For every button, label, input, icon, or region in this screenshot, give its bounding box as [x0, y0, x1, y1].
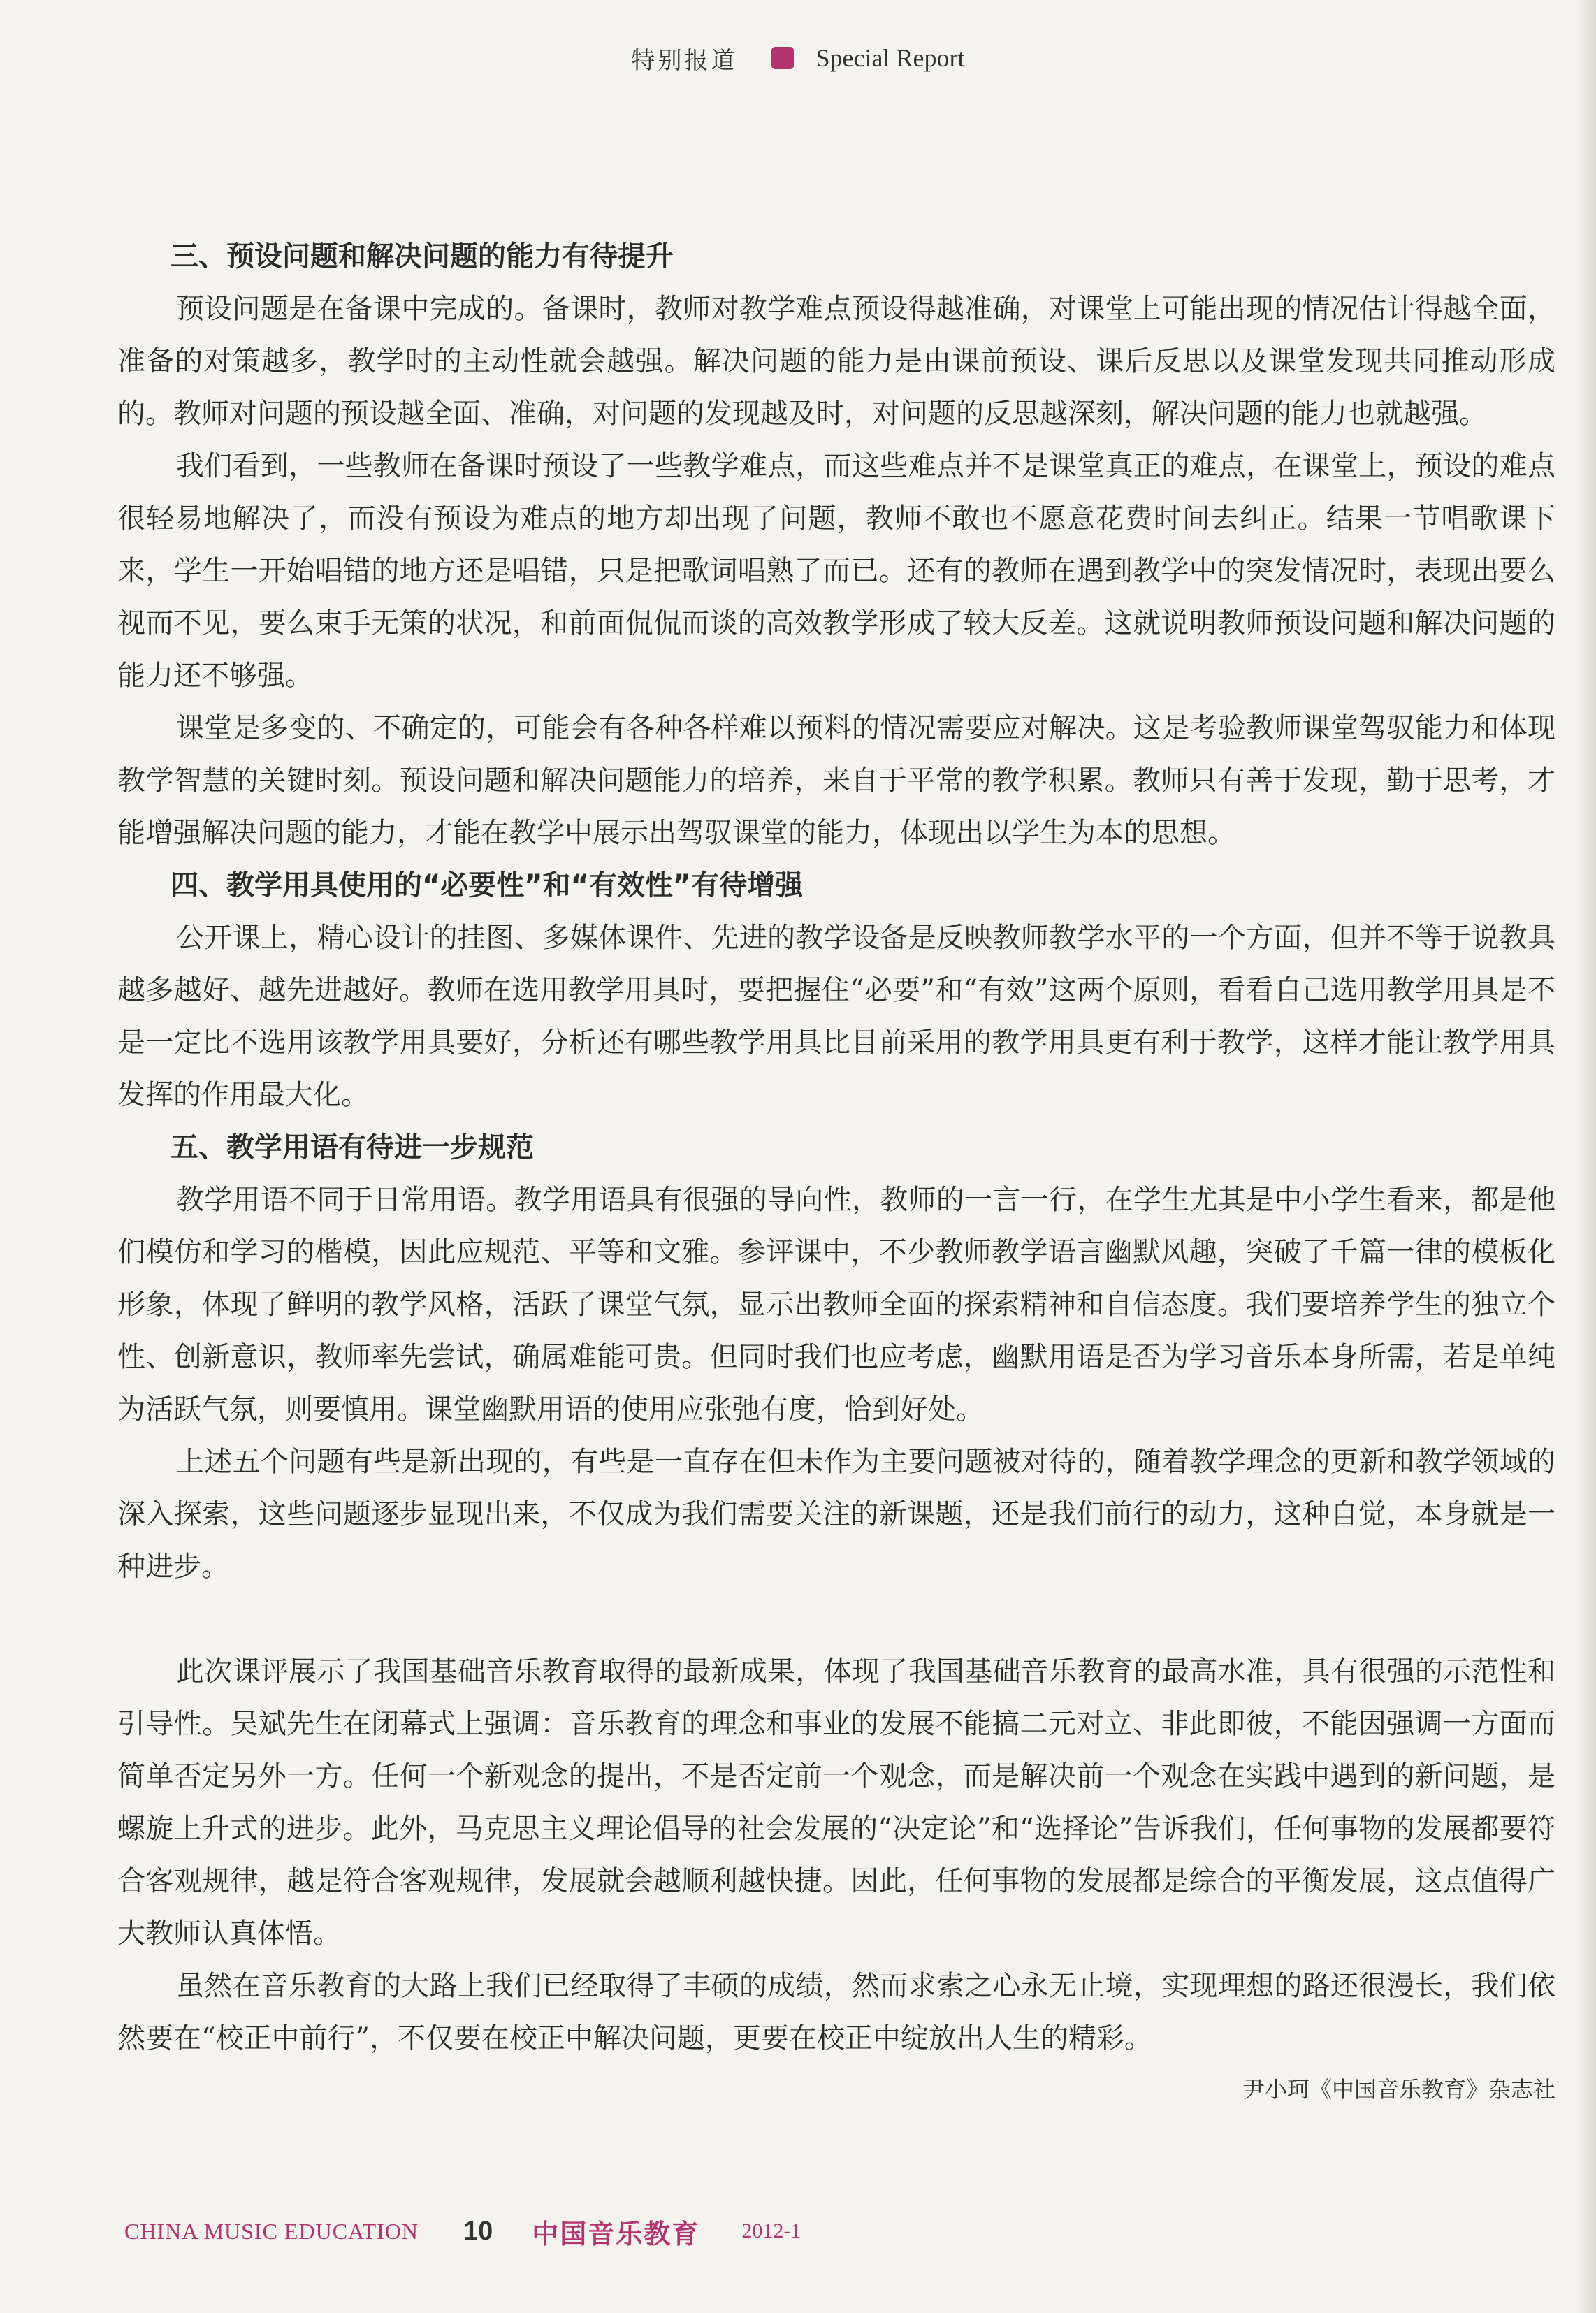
- paragraph: 教学用语不同于日常用语。教学用语具有很强的导向性，教师的一言一行，在学生尤其是中小学生看来，都是他们模仿和学习的楷模，因此应规范、平等和文雅。参评课中，不少教师教学语言幽默风趣，突破了千篇一律的模板化形象，体现了鲜明的教学风格，活跃了课堂气氛，显示出教师全面的探索精神和自信态度。我们要培养学生的独立个性、创新意识，教师率先尝试，确属难能可贵。但同时我们也应考虑，幽默用语是否为学习音乐本身所需，若是单纯为活跃气氛，则要慎用。课堂幽默用语的使用应张弛有度，恰到好处。: [117, 1184, 1555, 1426]
- section-title-cn: 特别报道: [631, 46, 738, 75]
- paragraph: 此次课评展示了我国基础音乐教育取得的最新成果，体现了我国基础音乐教育的最高水准，具有很强的示范性和引导性。吴斌先生在闭幕式上强调：音乐教育的理念和事业的发展不能搞二元对立、非此即彼，不能因强调一方面而简单否定另外一方。任何一个新观念的提出，不是否定前一个观念，而是解决前一个观念在实践中遇到的新问题，是螺旋上升式的进步。此外，马克思主义理论倡导的社会发展的“决定论”和“选择论”告诉我们，任何事物的发展都要符合客观规律，越是符合客观规律，发展就会越顺利越快捷。因此，任何事物的发展都是综合的平衡发展，这点值得广大教师认真体悟。: [117, 1655, 1555, 1950]
- section-heading: 三、预设问题和解决问题的能力有待提升: [171, 240, 674, 273]
- paragraph: 上述五个问题有些是新出现的，有些是一直存在但未作为主要问题被对待的，随着教学理念的更新和教学领域的深入探索，这些问题逐步显现出来，不仅成为我们需要关注的新课题，还是我们前行的动力，这种自觉，本身就是一种进步。: [117, 1446, 1555, 1583]
- section-heading: 四、教学用具使用的“必要性”和“有效性”有待增强: [171, 869, 804, 901]
- page-number: 10: [463, 2216, 493, 2246]
- paragraph: 预设问题是在备课中完成的。备课时，教师对教学难点预设得越准确，对课堂上可能出现的情况估计得越全面，准备的对策越多，教学时的主动性就会越强。解决问题的能力是由课前预设、课后反思以及课堂发现共同推动形成的。教师对问题的预设越全面、准确，对问题的发现越及时，对问题的反思越深刻，解决问题的能力也就越强。: [117, 293, 1555, 430]
- section-heading: 五、教学用语有待进一步规范: [171, 1131, 534, 1163]
- issue-number: 2012-1: [741, 2219, 801, 2242]
- magazine-name-en: CHINA MUSIC EDUCATION: [124, 2218, 419, 2244]
- article-body: [117, 231, 1555, 2114]
- magazine-name-cn: 中国音乐教育: [532, 2217, 700, 2249]
- paragraph: 课堂是多变的、不确定的，可能会有各种各样难以预料的情况需要应对解决。这是考验教师课堂驾驭能力和体现教学智慧的关键时刻。预设问题和解决问题能力的培养，来自于平常的教学积累。教师只有善于发现，勤于思考，才能增强解决问题的能力，才能在教学中展示出驾驭课堂的能力，体现出以学生为本的思想。: [117, 712, 1555, 849]
- paragraph: 我们看到，一些教师在备课时预设了一些教学难点，而这些难点并不是课堂真正的难点，在课堂上，预设的难点很轻易地解决了，而没有预设为难点的地方却出现了问题，教师不敢也不愿意花费时间去纠正。结果一节唱歌课下来，学生一开始唱错的地方还是唱错，只是把歌词唱熟了而已。还有的教师在遇到教学中的突发情况时，表现出要么视而不见，要么束手无策的状况，和前面侃侃而谈的高效教学形成了较大反差。这就说明教师预设问题和解决问题的能力还不够强。: [117, 450, 1555, 692]
- author-credit: 尹小珂《中国音乐教育》杂志社: [1242, 2076, 1555, 2103]
- section-spacer: [117, 1593, 1555, 1646]
- paragraph: 公开课上，精心设计的挂图、多媒体课件、先进的教学设备是反映教师教学水平的一个方面，但并不等于说教具越多越好、越先进越好。教师在选用教学用具时，要把握住“必要”和“有效”这两个原则，看看自己选用教学用具是不是一定比不选用该教学用具要好，分析还有哪些教学用具比目前采用的教学用具更有利于教学，这样才能让教学用具发挥的作用最大化。: [117, 922, 1555, 1111]
- page-footer: [124, 2207, 801, 2256]
- page-header: [0, 34, 1596, 82]
- page-edge-shadow: [1575, 0, 1596, 2313]
- section-marker-square: [771, 47, 794, 69]
- paragraph: 虽然在音乐教育的大路上我们已经取得了丰硕的成绩，然而求索之心永无止境，实现理想的路还很漫长，我们依然要在“校正中前行”，不仅要在校正中解决问题，更要在校正中绽放出人生的精彩。: [117, 1970, 1555, 2054]
- section-title-en: Special Report: [815, 44, 965, 72]
